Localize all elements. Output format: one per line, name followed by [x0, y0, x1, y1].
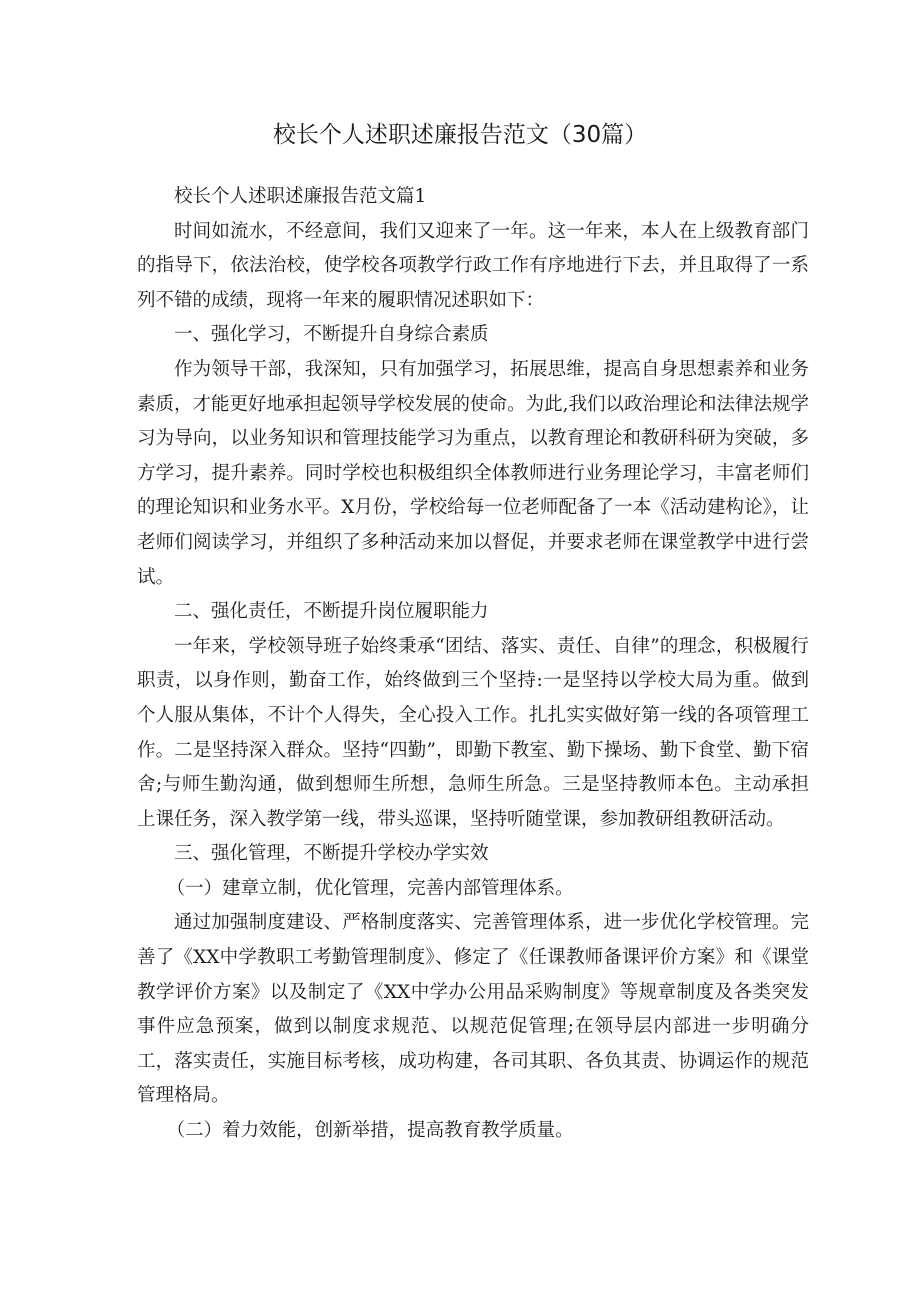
heading-section-2: 二、强化责任，不断提升岗位履职能力 [174, 601, 489, 623]
paragraph-learning: 作为领导干部，我深知，只有加强学习，拓展思维，提高自身思想素养和业务素质，才能更好地承担起领导学校发展的使命。为此,我们以政治理论和法律法规学习为导向，以业务知识和管理技能学习为重点，以教育理论和教研科研为突破，多方学习，提升素养。同时学校也积极组织全体教师进行业务理论学习，丰富老师们的理论知识和业务水平。X月份，学校给每一位老师配备了一本《活动建构论》，让老师们阅读学习，并组织了多种活动来加以督促，并要求老师在课堂教学中进行尝试。 [137, 358, 809, 588]
paragraph-intro: 时间如流水，不经意间，我们又迎来了一年。这一年来，本人在上级教育部门的指导下，依法治校，使学校各项教学行政工作有序地进行下去，并且取得了一系列不错的成绩，现将一年来的履职情况述职如下： [137, 220, 809, 311]
document-body [137, 180, 809, 1149]
heading-section-3: 三、强化管理，不断提升学校办学实效 [174, 843, 489, 865]
paragraph-responsibility: 一年来，学校领导班子始终秉承“团结、落实、责任、自律”的理念，积极履行职责，以身作则，勤奋工作，始终做到三个坚持:一是坚持以学校大局为重。做到个人服从集体，不计个人得失，全心投入工作。扎扎实实做好第一线的各项管理工作。二是坚持深入群众。坚持“四勤”，即勤下教室、勤下操场、勤下食堂、勤下宿舍;与师生勤沟通，做到想师生所想，急师生所急。三是坚持教师本色。主动承担上课任务，深入教学第一线，带头巡课，坚持听随堂课，参加教研组教研活动。 [137, 635, 809, 830]
paragraph-management: 通过加强制度建设、严格制度落实、完善管理体系，进一步优化学校管理。完善了《XX中学教职工考勤管理制度》、修定了《任课教师备课评价方案》和《课堂教学评价方案》以及制定了《XX中学办公用品采购制度》等规章制度及各类突发事件应急预案，做到以制度求规范、以规范促管理;在领导层内部进一步明确分工，落实责任，实施目标考核，成功构建，各司其职、各负其责、协调运作的规范管理格局。 [137, 912, 809, 1107]
heading-section-1: 一、强化学习，不断提升自身综合素质 [174, 324, 489, 346]
document-title: 校长个人述职述廉报告范文（30篇） [272, 122, 648, 148]
heading-subsection-2: （二）着力效能，创新举措，提高教育教学质量。 [166, 1120, 574, 1142]
heading-subsection-1: （一）建章立制，优化管理，完善内部管理体系。 [166, 877, 574, 899]
section-subtitle: 校长个人述职述廉报告范文篇1 [174, 186, 427, 207]
